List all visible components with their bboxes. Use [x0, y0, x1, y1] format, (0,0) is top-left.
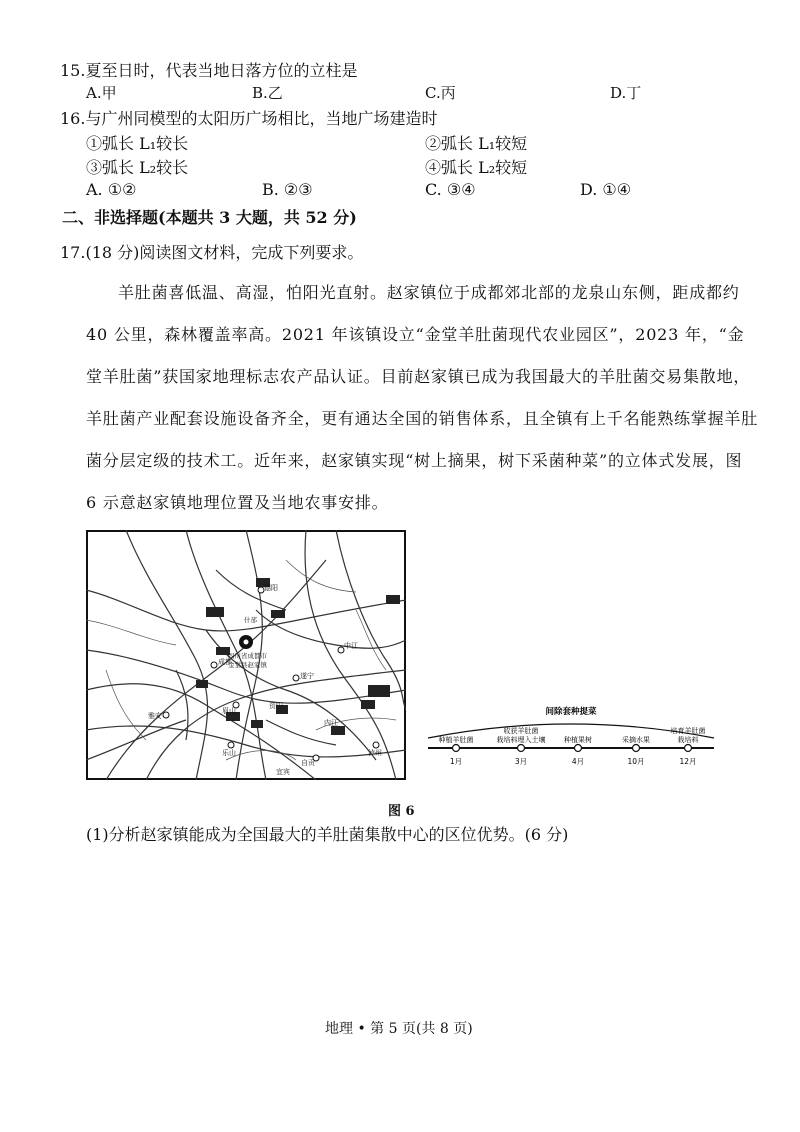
- q15-stem: 15.夏至日时，代表当地日落方位的立柱是: [60, 61, 358, 80]
- q15-option-b: B.乙: [252, 84, 283, 102]
- map-label-zigong: 自贡: [301, 759, 315, 767]
- q16-option-b: B. ②③: [262, 180, 313, 199]
- map-label-luzhou: 泸州: [368, 749, 382, 757]
- q15-option-c: C.丙: [425, 84, 456, 102]
- timeline-month: 1月: [449, 757, 463, 766]
- timeline-svg: [426, 700, 716, 780]
- section-title: 二、非选择题(本题共 3 大题，共 52 分): [62, 208, 357, 227]
- timeline-node: [685, 745, 692, 752]
- map-label-line1: 四川省成都市: [228, 652, 267, 660]
- map-label-zhongjiang: 中江: [344, 642, 358, 650]
- timeline-event-label: 栽培料: [677, 736, 699, 744]
- timeline-title: 间除套种提菜: [545, 707, 597, 717]
- q16-option-d: D. ①④: [580, 180, 632, 199]
- q16-option-c: C. ③④: [425, 180, 476, 199]
- q17-passage: [86, 272, 758, 524]
- map-label-chengdu: 成都: [218, 658, 232, 666]
- timeline-events: [439, 726, 706, 766]
- q15-option-d: D.丁: [610, 84, 642, 102]
- map-label-deyang: 德阳: [264, 584, 278, 592]
- q17-sub1: (1)分析赵家镇能成为全国最大的羊肚菌集散中心的区位优势。(6 分): [86, 825, 569, 844]
- q16-option-a: A. ①②: [86, 180, 137, 199]
- timeline-event-label: 种植羊肚菌: [438, 736, 474, 744]
- timeline-month: 4月: [571, 757, 585, 766]
- timeline-month: 3月: [514, 757, 528, 766]
- timeline-event-label: 栽培料埋入土壤: [496, 736, 546, 744]
- timeline-month: 12月: [679, 757, 697, 766]
- page-footer: 地理 • 第 5 页(共 8 页): [325, 1021, 473, 1037]
- map-svg: [86, 530, 406, 780]
- map-label-meishan: 眉山: [222, 707, 236, 715]
- q16-item-2: ②弧长 L₁较短: [425, 134, 528, 153]
- zhaojia-town-marker: [239, 635, 253, 649]
- map-label-yaan: 雅安: [148, 712, 162, 720]
- map-label-yibin: 宜宾: [276, 768, 290, 776]
- q17-stem: 17.(18 分)阅读图文材料，完成下列要求。: [60, 243, 364, 262]
- map-label-neijiang: 内江: [324, 719, 338, 727]
- q16-item-4: ④弧长 L₂较短: [425, 158, 528, 177]
- q16-stem: 16.与广州同模型的太阳历广场相比，当地广场建造时: [60, 109, 438, 128]
- timeline-event-label: 培育羊肚菌: [670, 727, 706, 735]
- q17-passage-text: 羊肚菌喜低温、高湿，怕阳光直射。赵家镇位于成都郊北部的龙泉山东侧，距成都约 40 公里，森林覆盖率高。2021 年该镇设立“金堂羊肚菌现代农业园区”，2023 年，“金堂羊肚菌”获国家地理标志农产品认证。目前赵家镇已成为我国最大的羊肚菌交易集散地，羊肚菌产业配套设施设备齐全，更有通达全国的销售体系，且全镇有上千名能熟练掌握羊肚菌分层定级的技术工。近年来，赵家镇实现“树上摘果，树下采菌种菜”的立体式发展，图 6 示意赵家镇地理位置及当地农事安排。: [86, 283, 759, 512]
- figure-caption: 图 6: [388, 804, 415, 819]
- q16-item-3: ③弧长 L₂较长: [86, 158, 189, 177]
- timeline-node: [633, 745, 640, 752]
- timeline-node: [518, 745, 525, 752]
- location-map: [86, 530, 406, 780]
- map-label-suining: 遂宁: [300, 672, 314, 680]
- timeline-event-label: 采摘水果: [622, 736, 650, 744]
- map-label-ziyang: 资阳: [269, 702, 283, 710]
- timeline-month: 10月: [627, 757, 645, 766]
- timeline-event-label: 种植果树: [564, 736, 592, 744]
- timeline-event-label: 收获羊肚菌: [503, 727, 539, 735]
- map-label-shifang: 什邡: [244, 616, 257, 624]
- timeline-node: [575, 745, 582, 752]
- q15-option-a: A.甲: [86, 84, 117, 102]
- map-label-line2: 金堂县赵家镇: [228, 661, 267, 669]
- timeline-node: [453, 745, 460, 752]
- map-label-leshan: 乐山: [222, 749, 236, 757]
- farming-timeline: [426, 700, 716, 780]
- q16-item-1: ①弧长 L₁较长: [86, 134, 189, 153]
